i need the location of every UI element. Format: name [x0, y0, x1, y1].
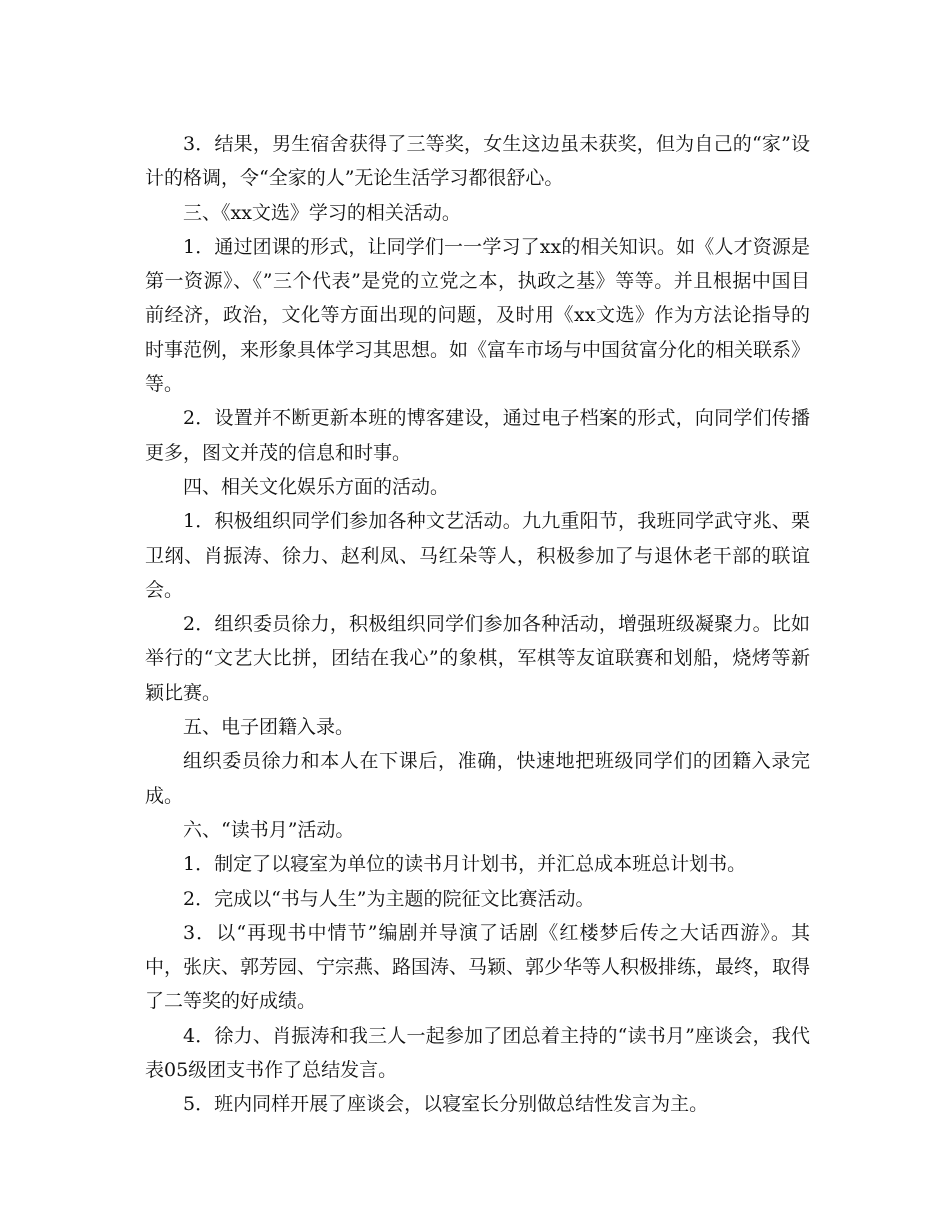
paragraph: 1．制定了以寝室为单位的读书月计划书，并汇总成本班总计划书。: [183, 853, 747, 876]
section-heading: 六、“读书月”活动。: [183, 818, 355, 841]
paragraph: 2．组织委员徐力，积极组织同学们参加各种活动，增强班级凝聚力。比如举行的“文艺大比拼，团结在我心”的象棋，军棋等友谊联赛和划船，烧烤等新颖比赛。: [145, 613, 810, 704]
paragraph: 2．完成以“书与人生”为主题的院征文比赛活动。: [183, 887, 595, 910]
paragraph: 4．徐力、肖振涛和我三人一起参加了团总着主持的“读书月”座谈会，我代表05级团支书作了总结发言。: [145, 1024, 810, 1082]
paragraph: 3．以“再现书中情节”编剧并导演了话剧《红楼梦后传之大话西游》。其中，张庆、郭芳园、宁宗燕、路国涛、马颖、郭少华等人积极排练，最终，取得了二等奖的好成绩。: [145, 921, 811, 1013]
paragraph: 1．通过团课的形式，让同学们一一学习了xx的相关知识。如《人才资源是第一资源》、《”三个代表”是党的立党之本，执政之基》等等。并且根据中国目前经济，政治，文化等方面出现的问题，及时用《xx文选》作为方法论指导的时事范例，来形象具体学习其思想。如《富车市场与中国贫富分化的相关联系》等。: [145, 235, 811, 396]
section-heading: 三、《xx文选》学习的相关活动。: [183, 201, 461, 224]
paragraph: 3．结果，男生宿舍获得了三等奖，女生这边虽未获奖，但为自己的“家”设计的格调，令“全家的人”无论生活学习都很舒心。: [145, 133, 810, 190]
paragraph: 5．班内同样开展了座谈会，以寝室长分别做总结性发言为主。: [183, 1093, 709, 1116]
paragraph: 2．设置并不断更新本班的博客建设，通过电子档案的形式，向同学们传播更多，图文并茂的信息和时事。: [145, 407, 810, 464]
paragraph: 组织委员徐力和本人在下课后，准确，快速地把班级同学们的团籍入录完成。: [145, 750, 810, 807]
section-heading: 五、电子团籍入录。: [183, 716, 355, 739]
section-heading: 四、相关文化娱乐方面的活动。: [183, 475, 450, 498]
paragraph: 1．积极组织同学们参加各种文艺活动。九九重阳节，我班同学武守兆、栗卫纲、肖振涛、徐力、赵利凤、马红朵等人，积极参加了与退休老干部的联谊会。: [145, 510, 810, 601]
